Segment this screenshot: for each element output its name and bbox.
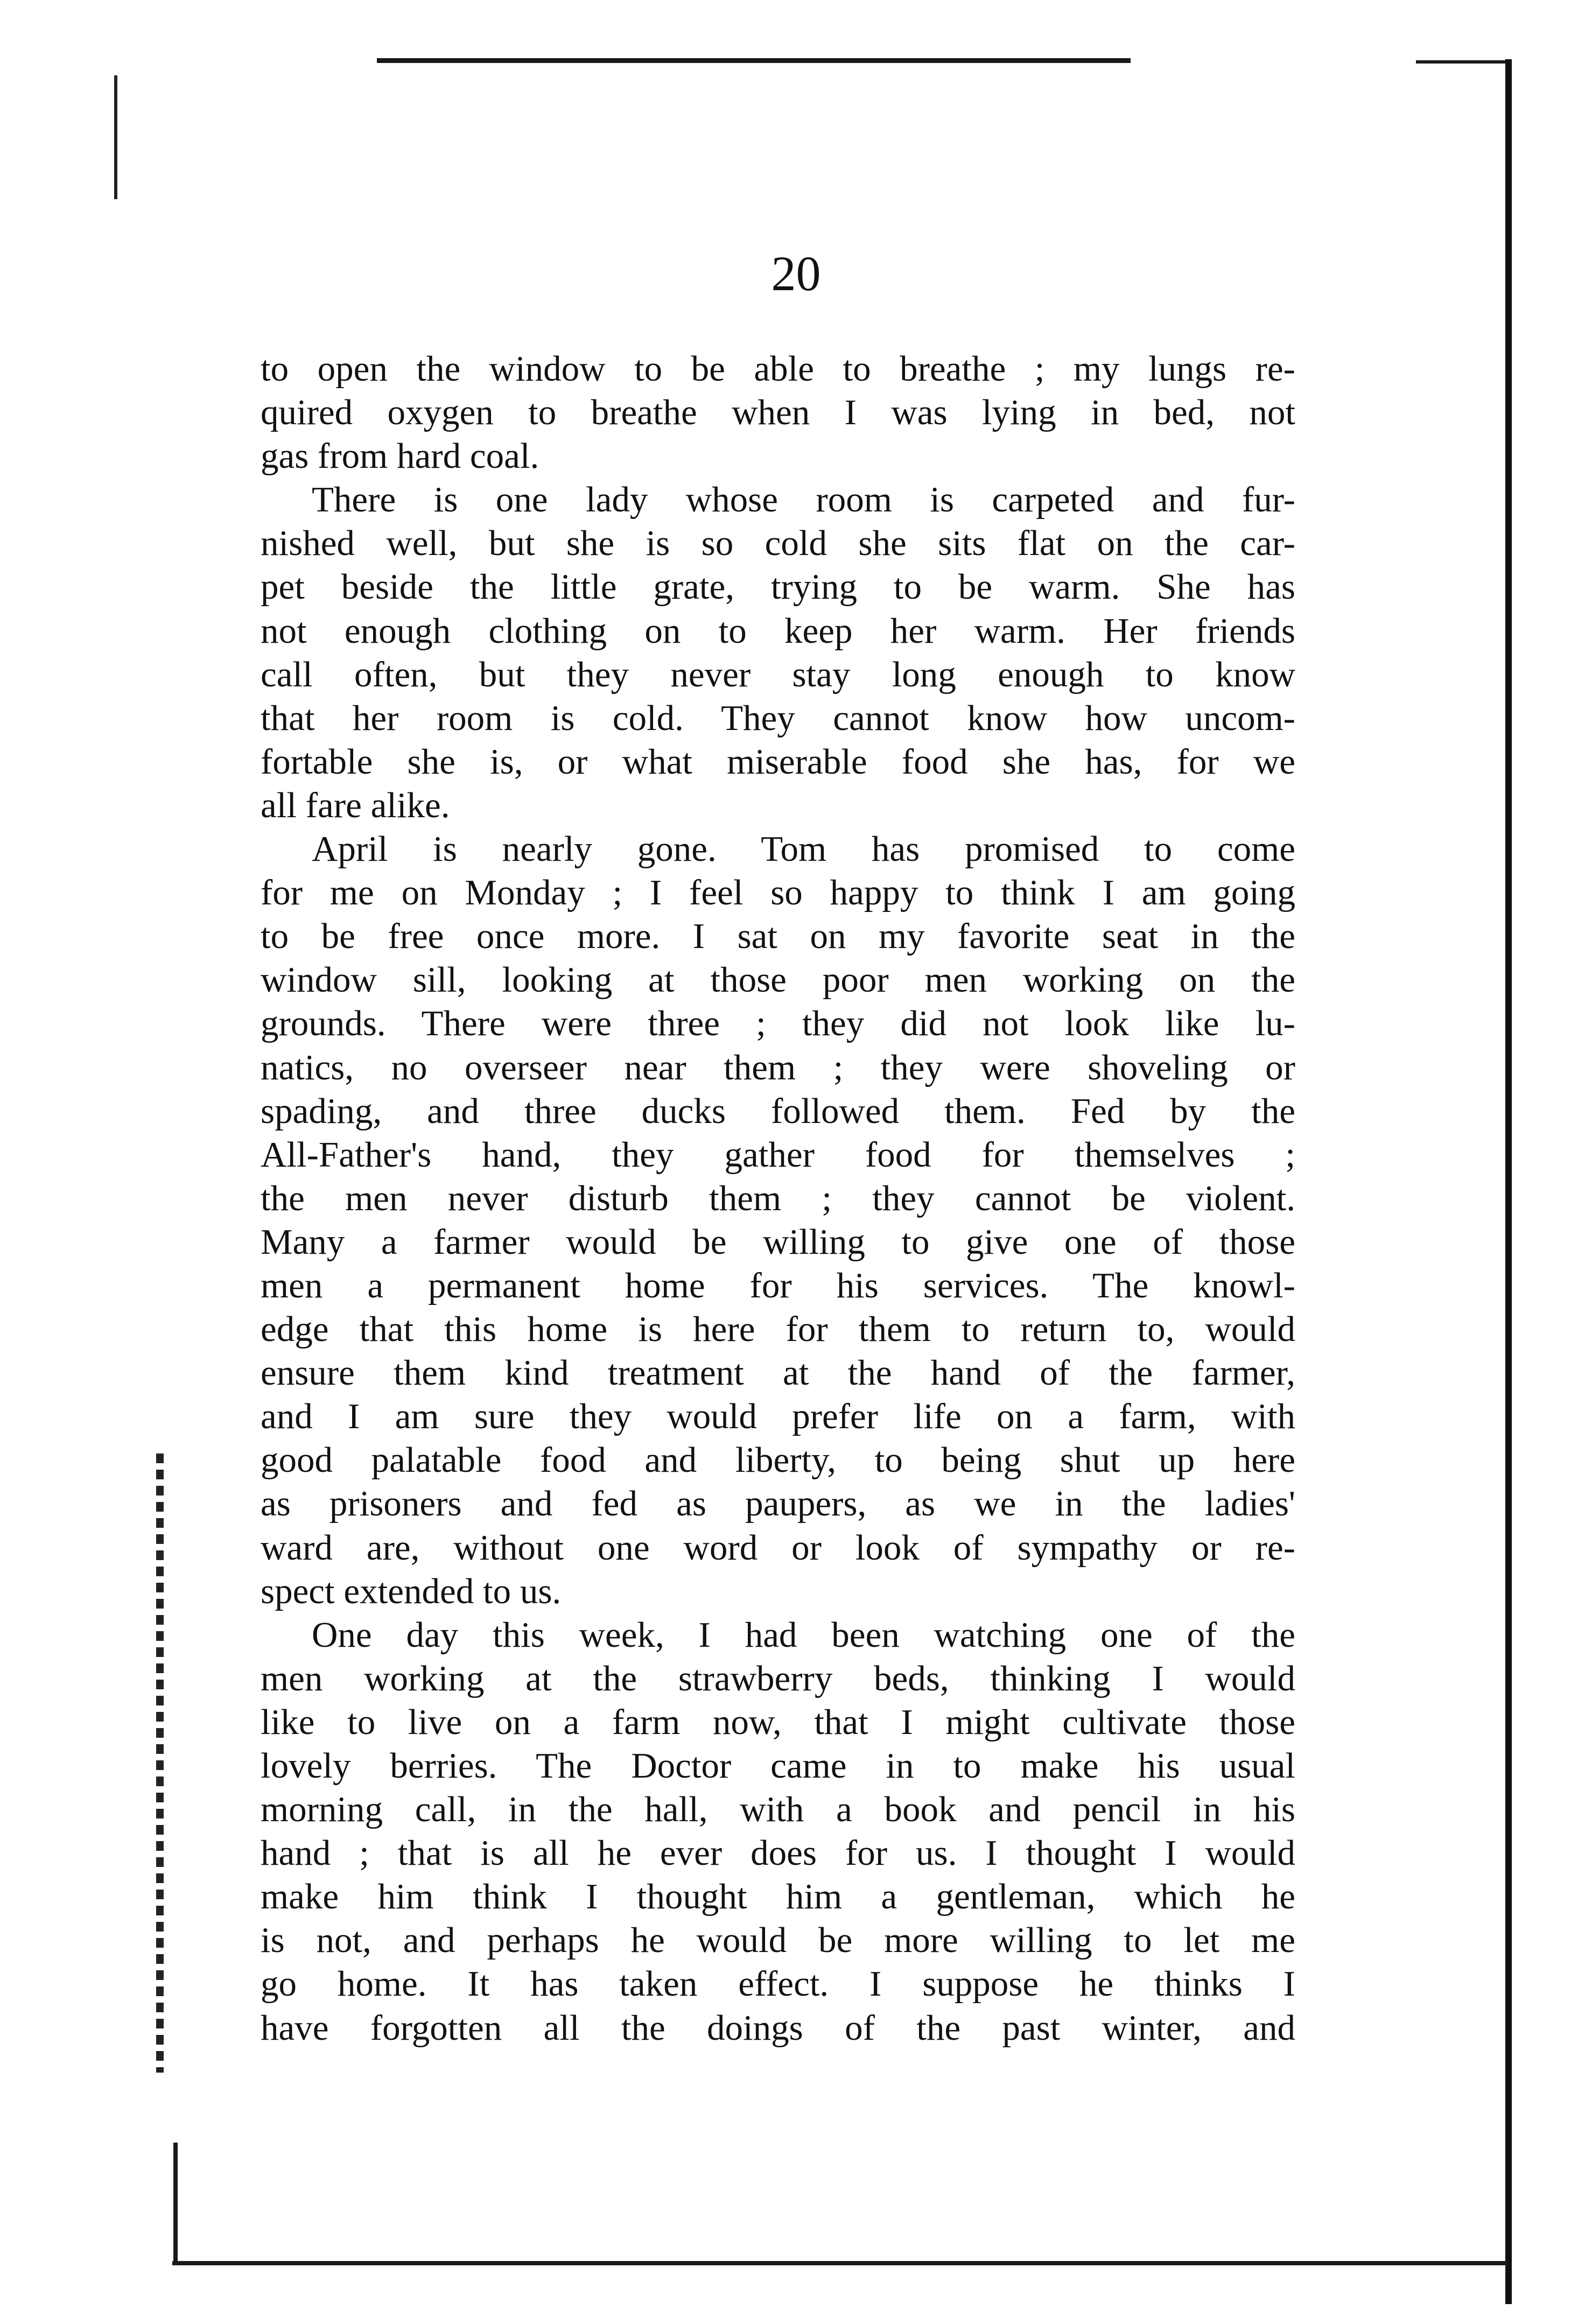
text-line: that her room is cold. They cannot know how uncom- bbox=[261, 698, 1295, 738]
body-text bbox=[261, 347, 1295, 2050]
text-line: men a permanent home for his services. The knowl- bbox=[261, 1265, 1295, 1305]
text-line: and I am sure they would prefer life on a farm, with bbox=[261, 1396, 1295, 1437]
text-line: to open the window to be able to breathe ; my lungs re- bbox=[261, 349, 1295, 389]
text-line: There is one lady whose room is carpeted and fur- bbox=[312, 480, 1295, 520]
text-line: for me on Monday ; I feel so happy to think I am going bbox=[261, 873, 1295, 913]
text-line: One day this week, I had been watching one of the bbox=[312, 1614, 1295, 1655]
scan-edge-left bbox=[114, 75, 117, 199]
text-line: nished well, but she is so cold she sits flat on the car- bbox=[261, 523, 1295, 564]
text-line: like to live on a farm now, that I might cultivate those bbox=[261, 1702, 1295, 1742]
text-line: edge that this home is here for them to return to, would bbox=[261, 1309, 1295, 1350]
text-line: gas from hard coal. bbox=[261, 436, 539, 476]
scan-edge-top bbox=[377, 58, 1131, 63]
text-line: quired oxygen to breathe when I was lying in bed, not bbox=[261, 392, 1295, 433]
text-line: window sill, looking at those poor men working on the bbox=[261, 960, 1295, 1000]
scan-edge-left-binding bbox=[156, 1454, 164, 2073]
text-line: April is nearly gone. Tom has promised to come bbox=[312, 829, 1295, 869]
page-number: 20 bbox=[771, 246, 821, 301]
text-line: ward are, without one word or look of sympathy or re- bbox=[261, 1527, 1295, 1568]
text-line: morning call, in the hall, with a book and pencil in his bbox=[261, 1789, 1295, 1830]
text-line: natics, no overseer near them ; they were shoveling or bbox=[261, 1047, 1295, 1087]
text-line: lovely berries. The Doctor came in to make his usual bbox=[261, 1746, 1295, 1786]
text-line: Many a farmer would be willing to give one of those bbox=[261, 1221, 1295, 1262]
text-line: pet beside the little grate, trying to be warm. She has bbox=[261, 567, 1295, 607]
text-line: All-Father's hand, they gather food for themselves ; bbox=[261, 1134, 1295, 1175]
scan-edge-right bbox=[1505, 59, 1512, 2304]
text-line: as prisoners and fed as paupers, as we in the ladies' bbox=[261, 1484, 1295, 1524]
text-line: fortable she is, or what miserable food she has, for we bbox=[261, 741, 1295, 782]
text-line: all fare alike. bbox=[261, 785, 450, 825]
text-line: good palatable food and liberty, to being shut up here bbox=[261, 1440, 1295, 1480]
text-line: go home. It has taken effect. I suppose he thinks I bbox=[261, 1964, 1295, 2004]
text-line: spect extended to us. bbox=[261, 1571, 562, 1611]
text-line: make him think I thought him a gentleman, which he bbox=[261, 1877, 1295, 1917]
text-line: have forgotten all the doings of the past winter, and bbox=[261, 2007, 1295, 2048]
text-line: grounds. There were three ; they did not look like lu- bbox=[261, 1003, 1295, 1044]
scan-edge-top-right bbox=[1416, 60, 1507, 64]
scan-edge-bottom-left bbox=[173, 2143, 178, 2264]
text-line: the men never disturb them ; they cannot be violent. bbox=[261, 1178, 1295, 1218]
text-line: not enough clothing on to keep her warm. Her friends bbox=[261, 610, 1295, 651]
text-line: to be free once more. I sat on my favorite seat in the bbox=[261, 916, 1295, 957]
text-line: spading, and three ducks followed them. Fed by the bbox=[261, 1091, 1295, 1131]
text-line: call often, but they never stay long enough to know bbox=[261, 654, 1295, 694]
text-line: ensure them kind treatment at the hand of the farmer, bbox=[261, 1353, 1295, 1393]
text-line: is not, and perhaps he would be more willing to let me bbox=[261, 1920, 1295, 1961]
text-line: men working at the strawberry beds, thinking I would bbox=[261, 1658, 1295, 1698]
text-line: hand ; that is all he ever does for us. I thought I would bbox=[261, 1833, 1295, 1873]
scan-edge-bottom bbox=[172, 2261, 1507, 2265]
